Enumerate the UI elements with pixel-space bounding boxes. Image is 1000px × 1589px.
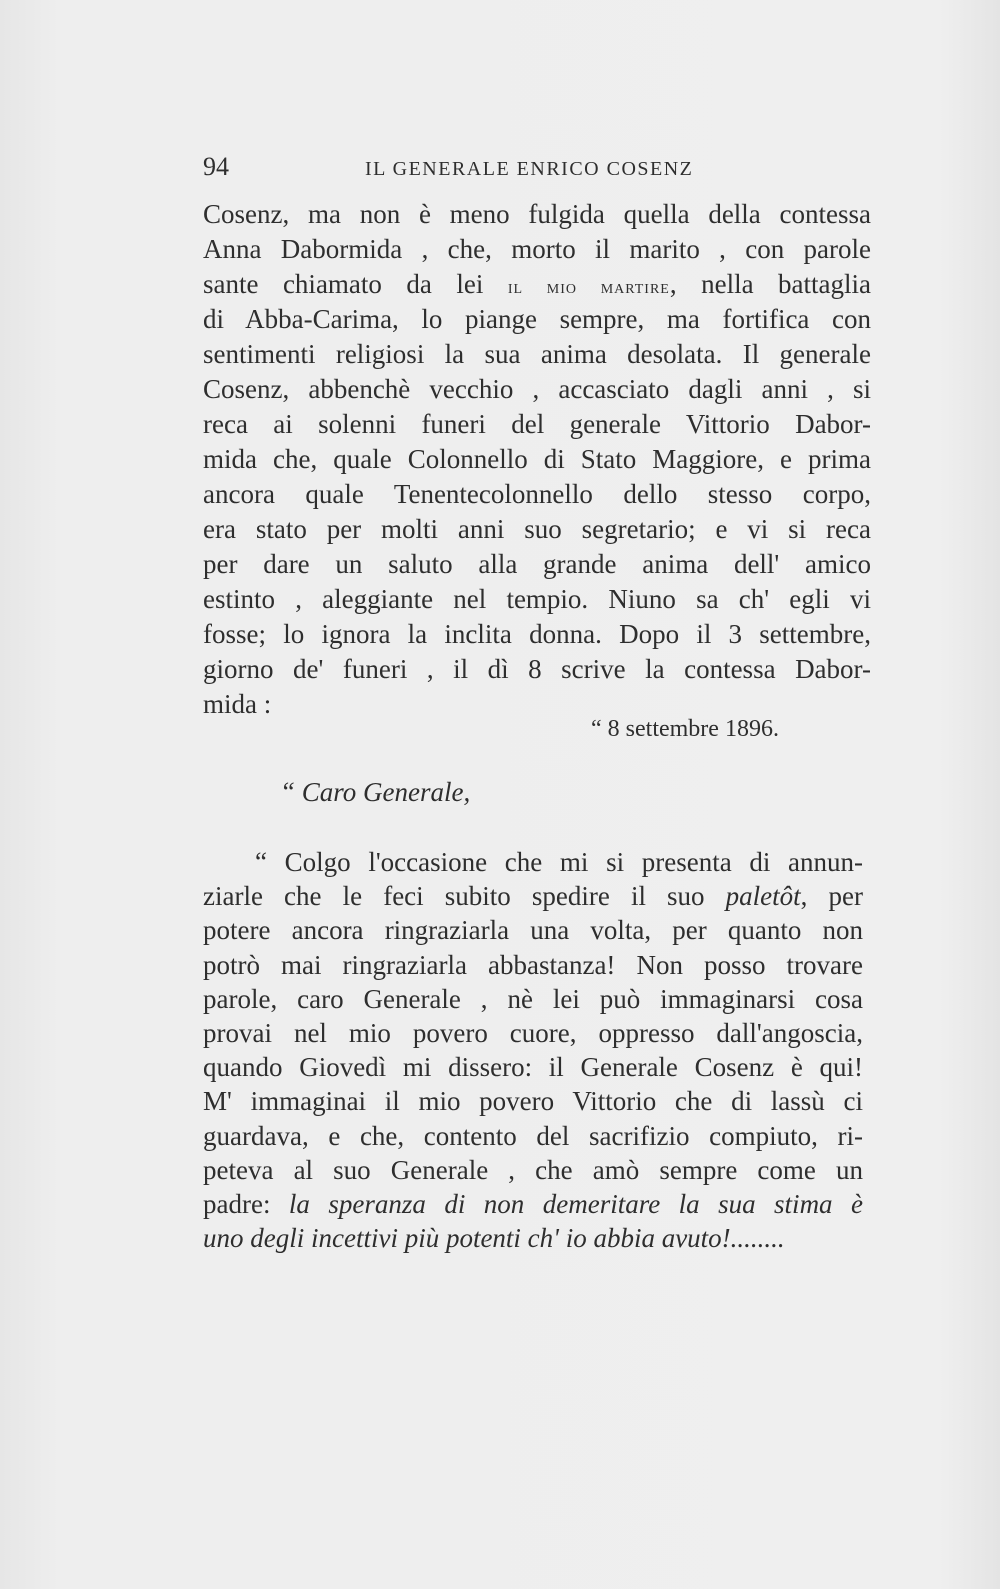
text-line: potrò mai ringraziarla abbastanza! Non posso trovare [203,949,863,980]
text-line: peteva al suo Generale , che amò sempre come un [203,1154,863,1185]
letter-body [203,845,863,1255]
text-line: “ Colgo l'occasione che mi si presenta di annun- [255,847,863,877]
small-caps-phrase: il mio martire [507,276,670,298]
text-line: parole, caro Generale , nè lei può immaginarsi cosa [203,983,863,1014]
text-line: mida che, quale Colonnello di Stato Maggiore, e prima [203,444,871,474]
text-line: sentimenti religiosi la sua anima desolata. Il generale [203,339,871,369]
letter-salutation: “ Caro Generale, [280,777,471,807]
text-line: giorno de' funeri , il dì 8 scrive la contessa Dabor- [203,654,871,684]
text-line [203,267,871,302]
running-title: IL GENERALE ENRICO COSENZ [365,158,694,180]
text-line: guardava, e che, contento del sacrifizio compiuto, ri- [203,1120,863,1151]
text-line [203,879,863,913]
text-fragment: , per [800,881,863,912]
text-line [203,1221,863,1255]
letter-date: “ 8 settembre 1896. [591,716,779,742]
text-line: ancora quale Tenentecolonnello dello stesso corpo, [203,479,871,509]
text-fragment: sante chiamato da lei [203,269,508,299]
text-line: Anna Dabormida , che, morto il marito , con parole [203,234,871,264]
text-line: per dare un saluto alla grande anima dell' amico [203,549,871,579]
italic-phrase: la speranza di non demeritare la sua stima è [288,1188,863,1219]
text-line: Cosenz, abbenchè vecchio , accasciato dagli anni , si [203,374,871,404]
text-line: era stato per molti anni suo segretario; e vi si reca [203,514,871,544]
text-line: potere ancora ringraziarla una volta, per quanto non [203,915,863,946]
italic-phrase: uno degli incettivi più potenti ch' io abbia avuto!........ [203,1223,785,1254]
page-number: 94 [203,152,229,181]
text-line: mida : [203,689,272,719]
text-line: provai nel mio povero cuore, oppresso dall'angoscia, [203,1017,863,1048]
text-line: Cosenz, ma non è meno fulgida quella della contessa [203,199,871,229]
text-fragment: padre: [203,1188,289,1219]
page-header [203,150,867,186]
text-fragment: ziarle che le feci subito spedire il suo [203,881,726,912]
text-line: reca ai solenni funeri del generale Vittorio Dabor- [203,409,871,439]
text-line: di Abba-Carima, lo piange sempre, ma fortifica con [203,304,871,334]
text-line: M' immaginai il mio povero Vittorio che di lassù ci [203,1086,863,1117]
text-line: fosse; lo ignora la inclita donna. Dopo il 3 settembre, [203,619,871,649]
text-line [203,1187,863,1221]
body-paragraph [203,197,871,722]
text-fragment: , nella battaglia [669,269,871,299]
text-line: estinto , aleggiante nel tempio. Niuno sa ch' egli vi [203,584,871,614]
italic-word: paletôt [725,881,801,912]
text-line: quando Giovedì mi dissero: il Generale Cosenz è qui! [203,1052,863,1083]
